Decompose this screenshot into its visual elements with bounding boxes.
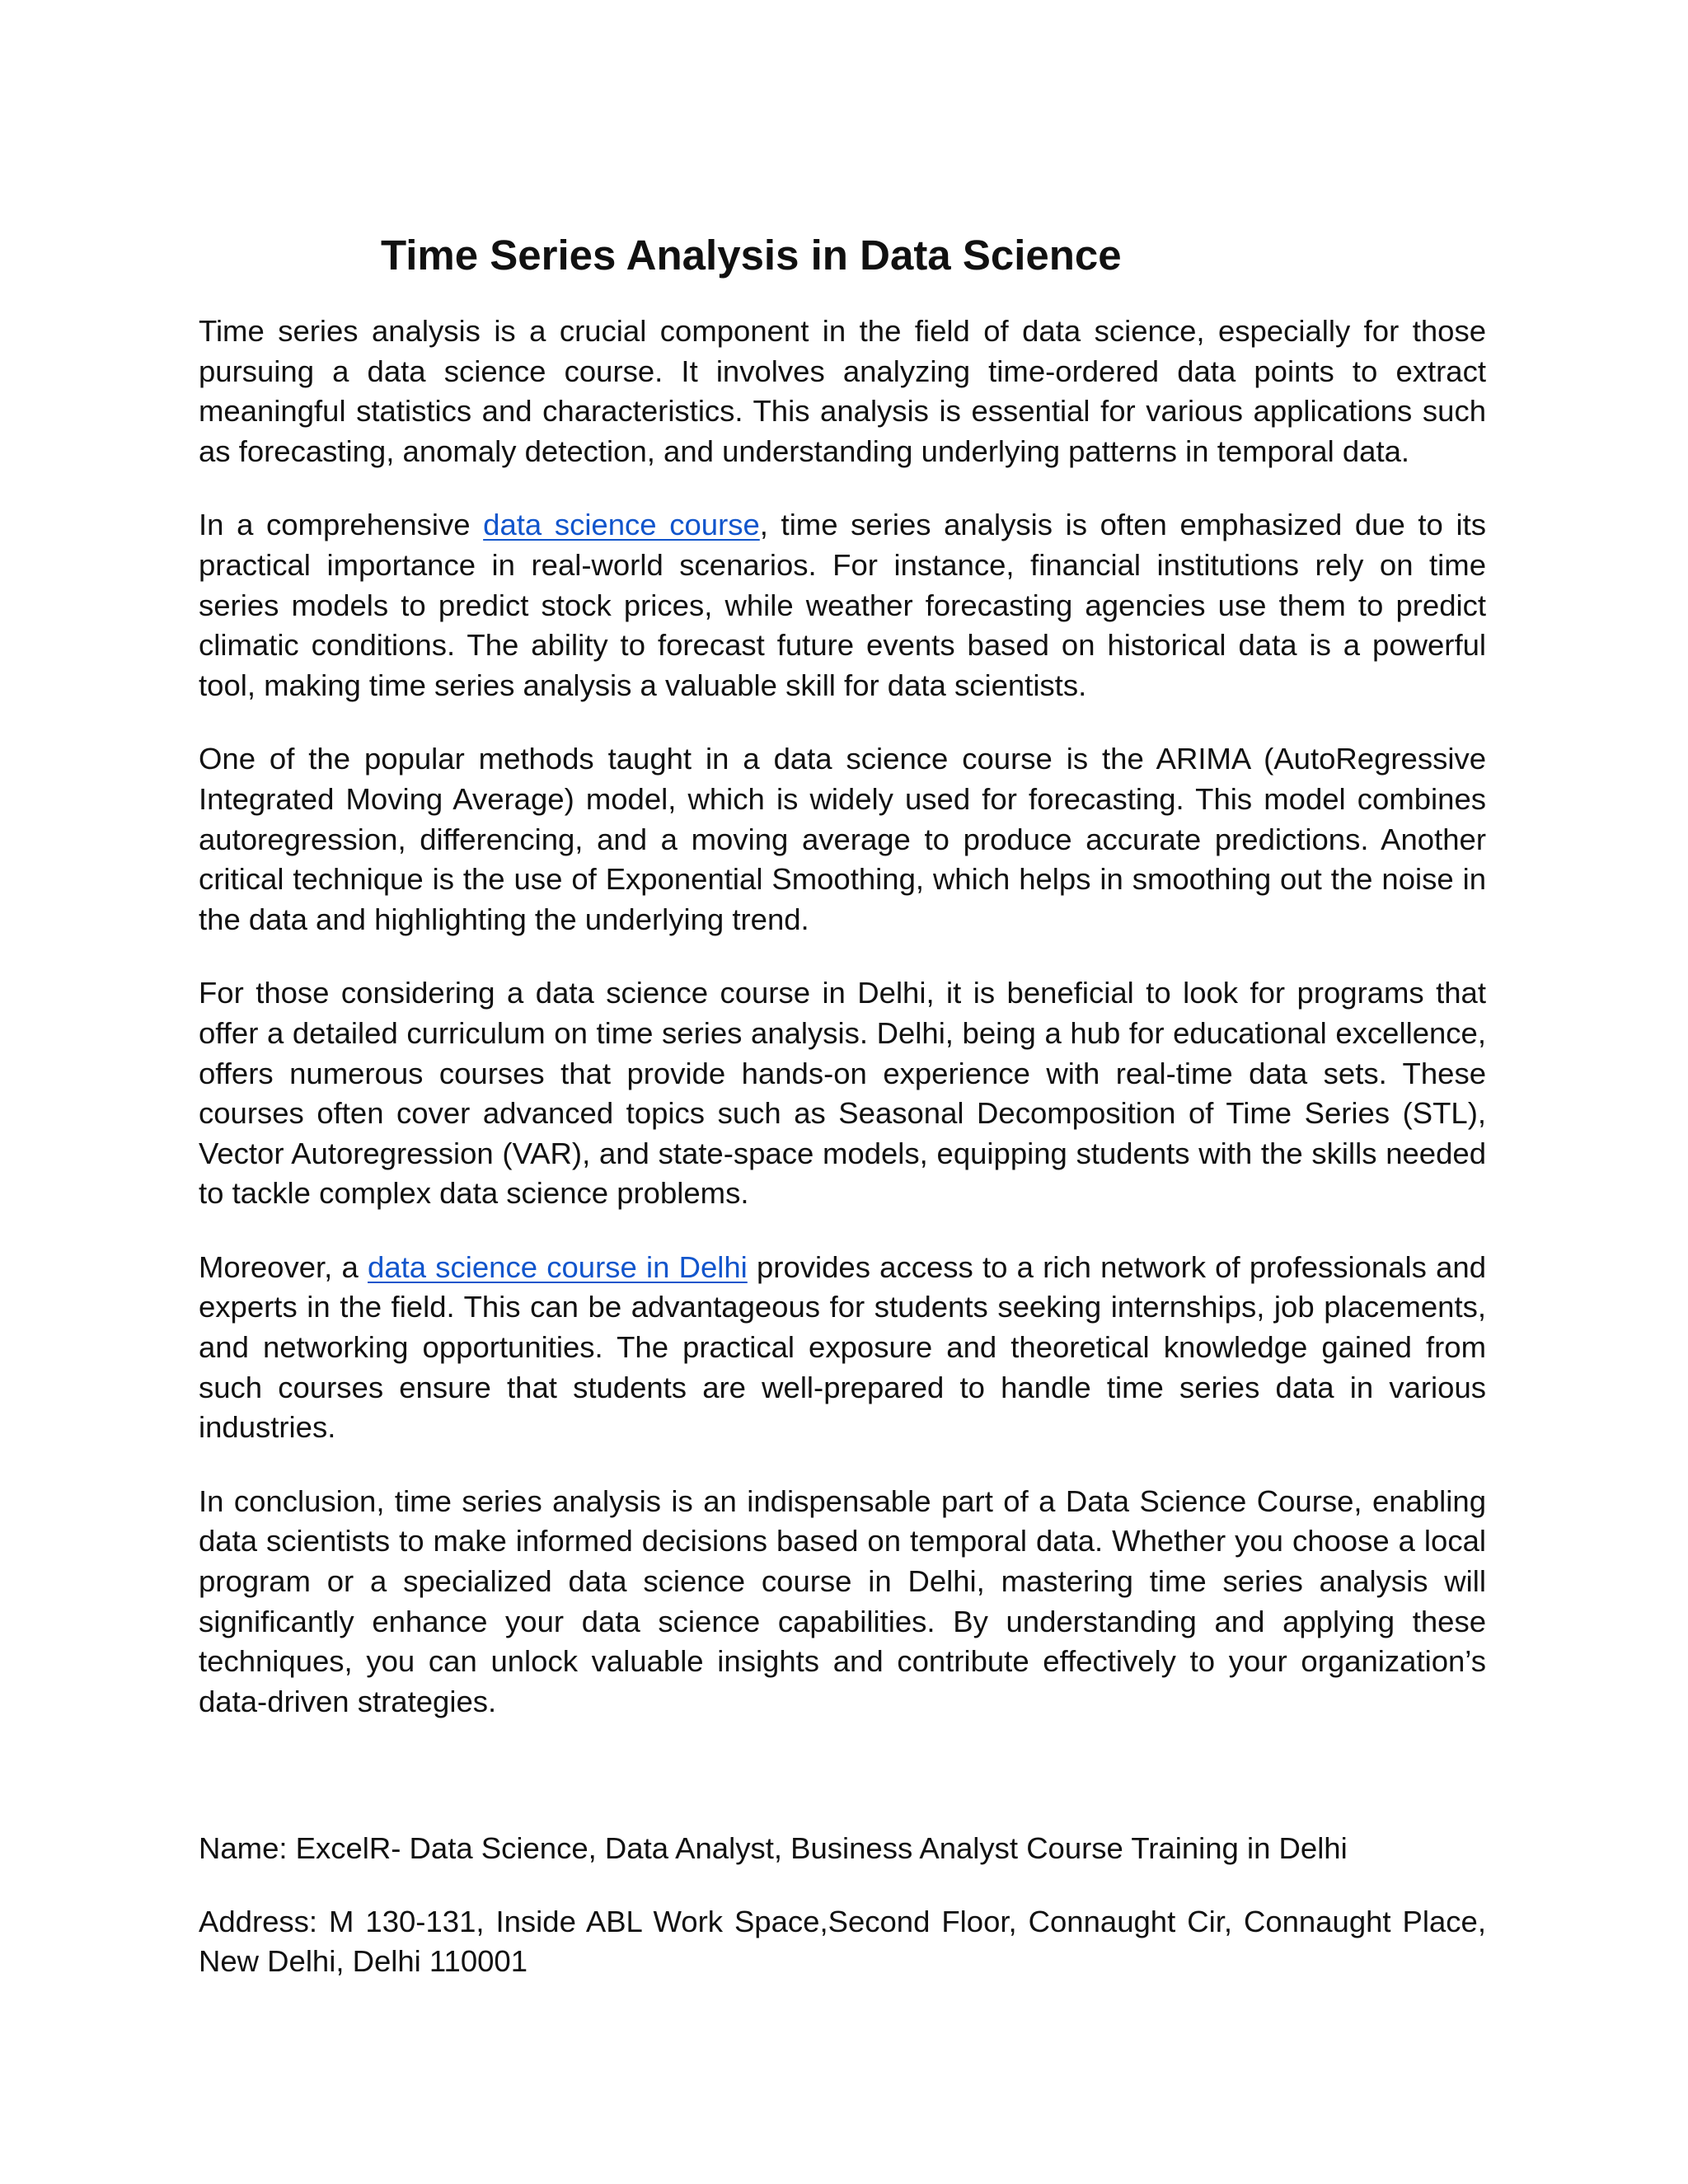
paragraph-text: In a comprehensive xyxy=(199,508,484,542)
paragraph-methods xyxy=(199,739,1486,940)
contact-block xyxy=(199,1829,1486,2015)
contact-address: Address: M 130-131, Inside ABL Work Space,Second Floor, Connaught Cir, Connaught Place, New Delhi, Delhi 110001 xyxy=(199,1904,1486,1979)
paragraph-text: Moreover, a xyxy=(199,1249,368,1284)
paragraph-text: provides access to a rich network of professionals and experts in the field. This can be advantageous for students seeking internships, job placements, and networking opportunities. The practical exposure and theoretical knowledge gained from such courses ensure that students are well-prepared to handle time series data in various industries. xyxy=(199,1249,1487,1445)
paragraph-text: , time series analysis is often emphasized due to its practical importance in real-world scenarios. For instance, financial institutions rely on time series models to predict stock prices, while weather forecasting agencies use them to predict climatic conditions. The ability to forecast future events based on historical data is a powerful tool, making time series analysis a valuable skill for data scientists. xyxy=(199,508,1486,702)
paragraph-delhi-courses xyxy=(199,973,1486,1214)
paragraph-text: In conclusion, time series analysis is an indispensable part of a Data Science Course, enabling data scientists to make informed decisions based on temporal data. Whether you choose a local program or a specialized data science course in Delhi, mastering time series analysis will significantly enhance your data science capabilities. By understanding and applying these techniques, you can unlock valuable insights and contribute effectively to your organization’s data-driven strategies. xyxy=(199,1483,1486,1718)
paragraph-course-importance xyxy=(199,505,1486,705)
paragraph-text: Time series analysis is a crucial component in the field of data science, especially for those pursuing a data science course. It involves analyzing time-ordered data points to extract meaningful statistics and characteristics. This analysis is essential for various applications such as forecasting, anomaly detection, and understanding underlying patterns in temporal data. xyxy=(199,314,1486,468)
paragraph-networking xyxy=(199,1248,1486,1448)
data-science-course-delhi-link[interactable]: data science course in Delhi xyxy=(368,1249,748,1284)
paragraph-conclusion xyxy=(199,1482,1486,1722)
data-science-course-link[interactable]: data science course xyxy=(483,508,760,542)
document-body xyxy=(199,312,1486,1755)
paragraph-text: One of the popular methods taught in a data science course is the ARIMA (AutoRegressive Integrated Moving Average) model, which is widely used for forecasting. This model combines autoregression, differencing, and a moving average to produce accurate predictions. Another critical technique is the use of Exponential Smoothing, which helps in smoothing out the noise in the data and highlighting the underlying trend. xyxy=(199,742,1486,936)
paragraph-intro xyxy=(199,312,1486,471)
contact-name: Name: ExcelR- Data Science, Data Analyst, Business Analyst Course Training in Delhi xyxy=(199,1831,1348,1865)
paragraph-text: For those considering a data science course in Delhi, it is beneficial to look for programs that offer a detailed curriculum on time series analysis. Delhi, being a hub for educational excellence, offers numerous courses that provide hands-on experience with real-time data sets. These courses often cover advanced topics such as Seasonal Decomposition of Time Series (STL), Vector Autoregression (VAR), and state-space models, equipping students with the skills needed to tackle complex data science problems. xyxy=(199,976,1486,1211)
document-title: Time Series Analysis in Data Science xyxy=(381,232,1122,279)
